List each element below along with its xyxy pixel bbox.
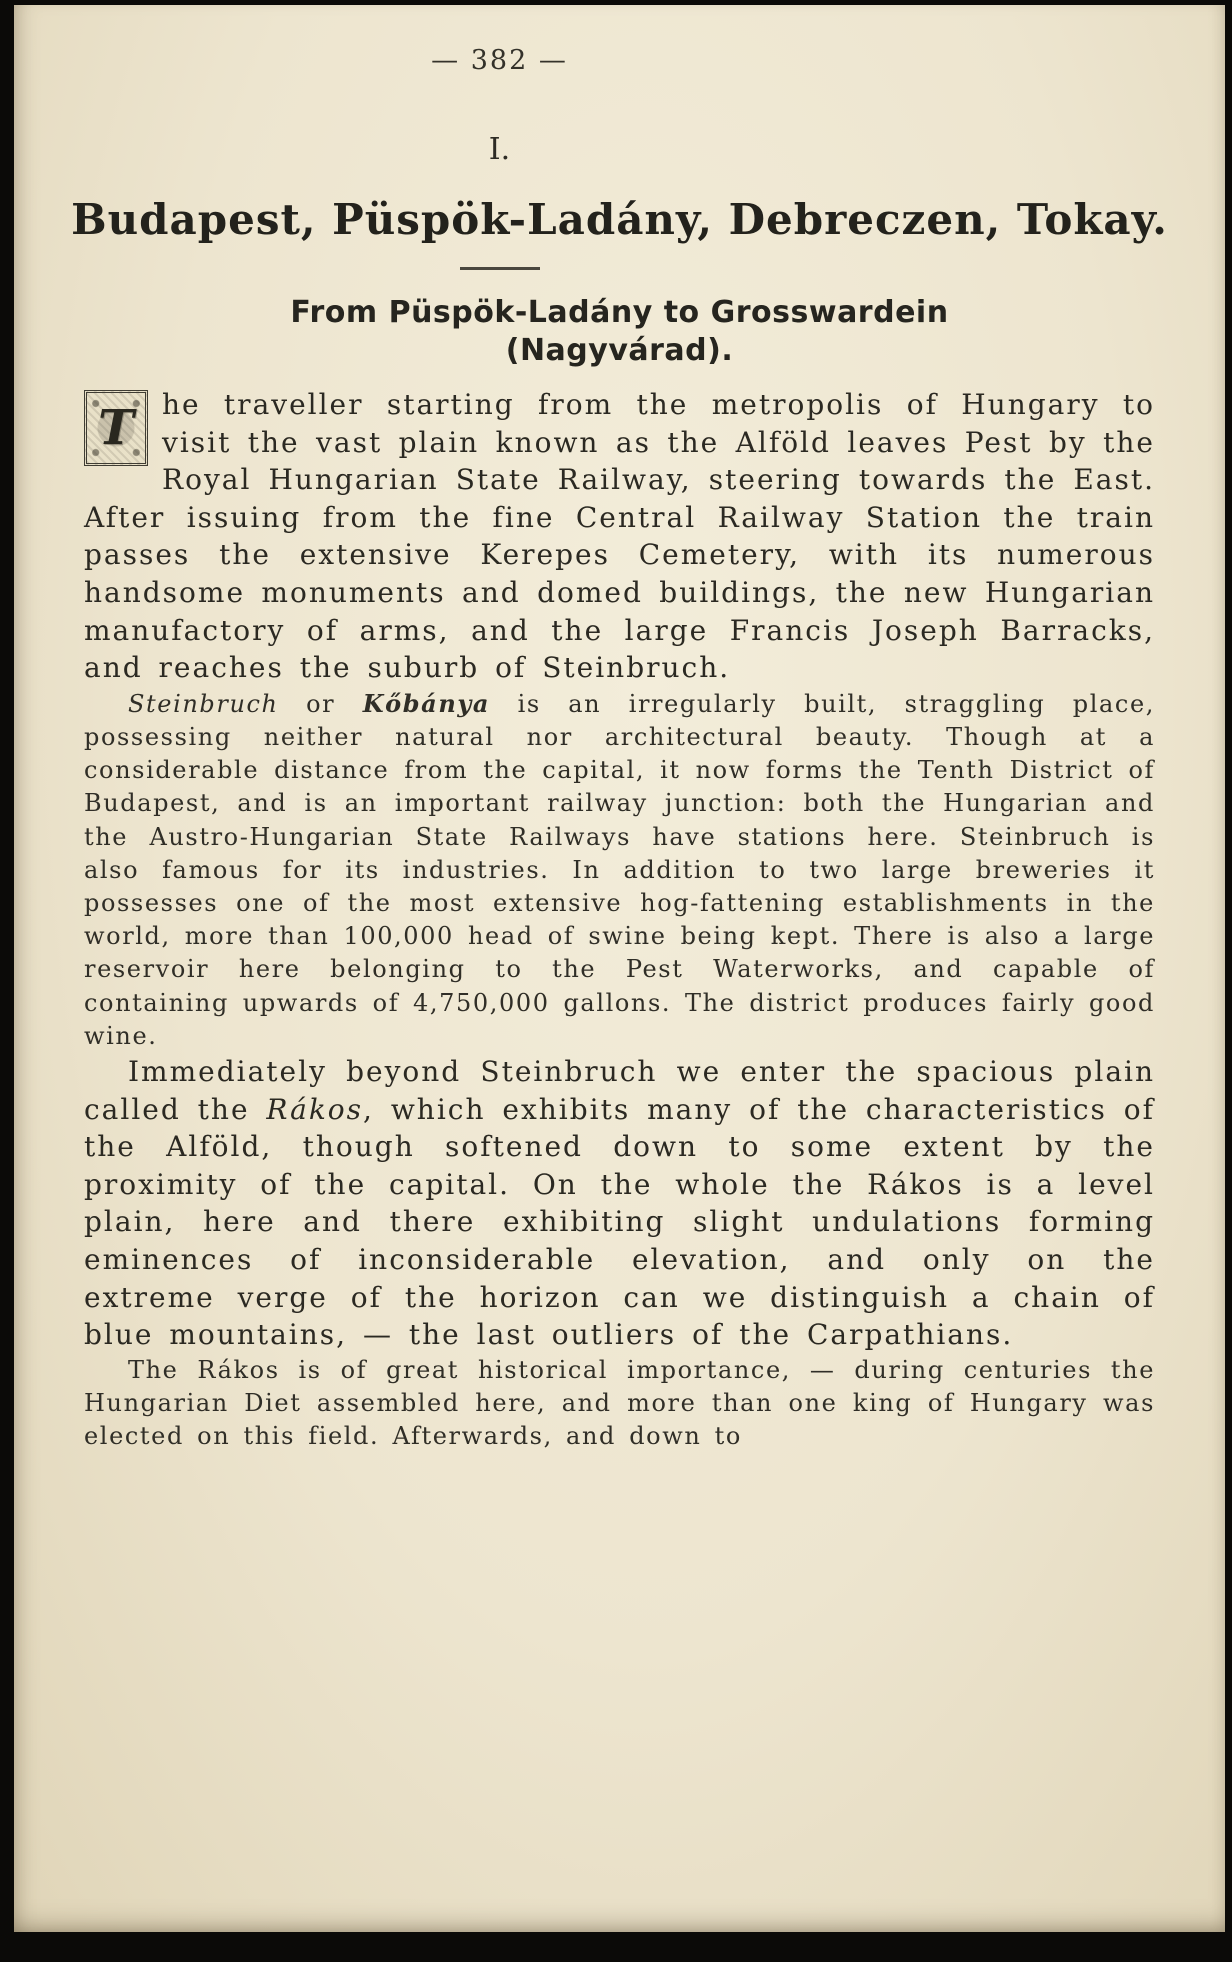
paragraph <box>84 1053 1155 1354</box>
ornamental-initial <box>84 390 148 466</box>
paragraph <box>84 687 1155 1053</box>
paragraph <box>84 1354 1155 1454</box>
text-segment: The Rákos is of great historical importance, — during centuries the Hungarian Diet assembled here, and more than one king of Hungary was elected on this field. Afterwards, and down to <box>84 1355 1155 1451</box>
chapter-title: Budapest, Püspök-Ladány, Debreczen, Tokay. <box>71 195 1168 244</box>
text-segment: or <box>278 689 363 718</box>
section-heading-line2: (Nagyvárad). <box>505 333 734 368</box>
paragraph <box>84 386 1155 687</box>
body-text <box>14 386 1225 1453</box>
page-number: — 382 — <box>431 45 568 76</box>
chapter-numeral: I. <box>488 132 511 167</box>
text-segment: Rákos <box>266 1092 364 1126</box>
section-heading-line1: From Püspök-Ladány to Grosswardein <box>290 295 949 330</box>
text-segment: is an irregularly built, straggling place, possessing neither natural nor architectural beauty. Though at a considerable distance from the capital, it now forms the Tenth District of Budapest, and is an important railway junction: both the Hungarian and the Austro-Hungarian State Railways have stations here. Steinbruch is also famous for its industries. In addition to two large breweries it possesses one of the most extensive hog-fattening establishments in the world, more than 100,000 head of swine being kept. There is also a large reservoir here belonging to the Pest Waterworks, and capable of containing upwards of 4,750,000 gallons. The district produces fairly good wine. <box>84 689 1155 1050</box>
text-segment: Kőbánya <box>362 688 491 718</box>
section-heading <box>14 294 1225 370</box>
drop-cap-letter: T <box>98 400 134 456</box>
text-segment: Immediately beyond Steinbruch we enter the spacious plain called the <box>84 1054 1155 1126</box>
text-segment: Steinbruch <box>128 689 279 718</box>
book-page <box>14 5 1225 1932</box>
divider-rule <box>460 267 540 270</box>
text-segment: he traveller starting from the metropolis of Hungary to visit the vast plain known as the Alföld leaves Pest by the Royal Hungarian State Railway, steering towards the East. After issuing from the fine Central Railway Station the train passes the extensive Kerepes Cemetery, with its numerous handsome monuments and domed buildings, the new Hungarian manufactory of arms, and the large Francis Joseph Barracks, and reaches the suburb of Steinbruch. <box>84 388 1155 685</box>
text-segment: , which exhibits many of the characteristics of the Alföld, though softened down to some extent by the proximity of the capital. On the whole the Rákos is a level plain, here and there exhibiting slight undulations forming eminences of inconsiderable elevation, and only on the extreme verge of the horizon can we distinguish a chain of blue mountains, — the last outliers of the Carpathians. <box>84 1092 1155 1352</box>
